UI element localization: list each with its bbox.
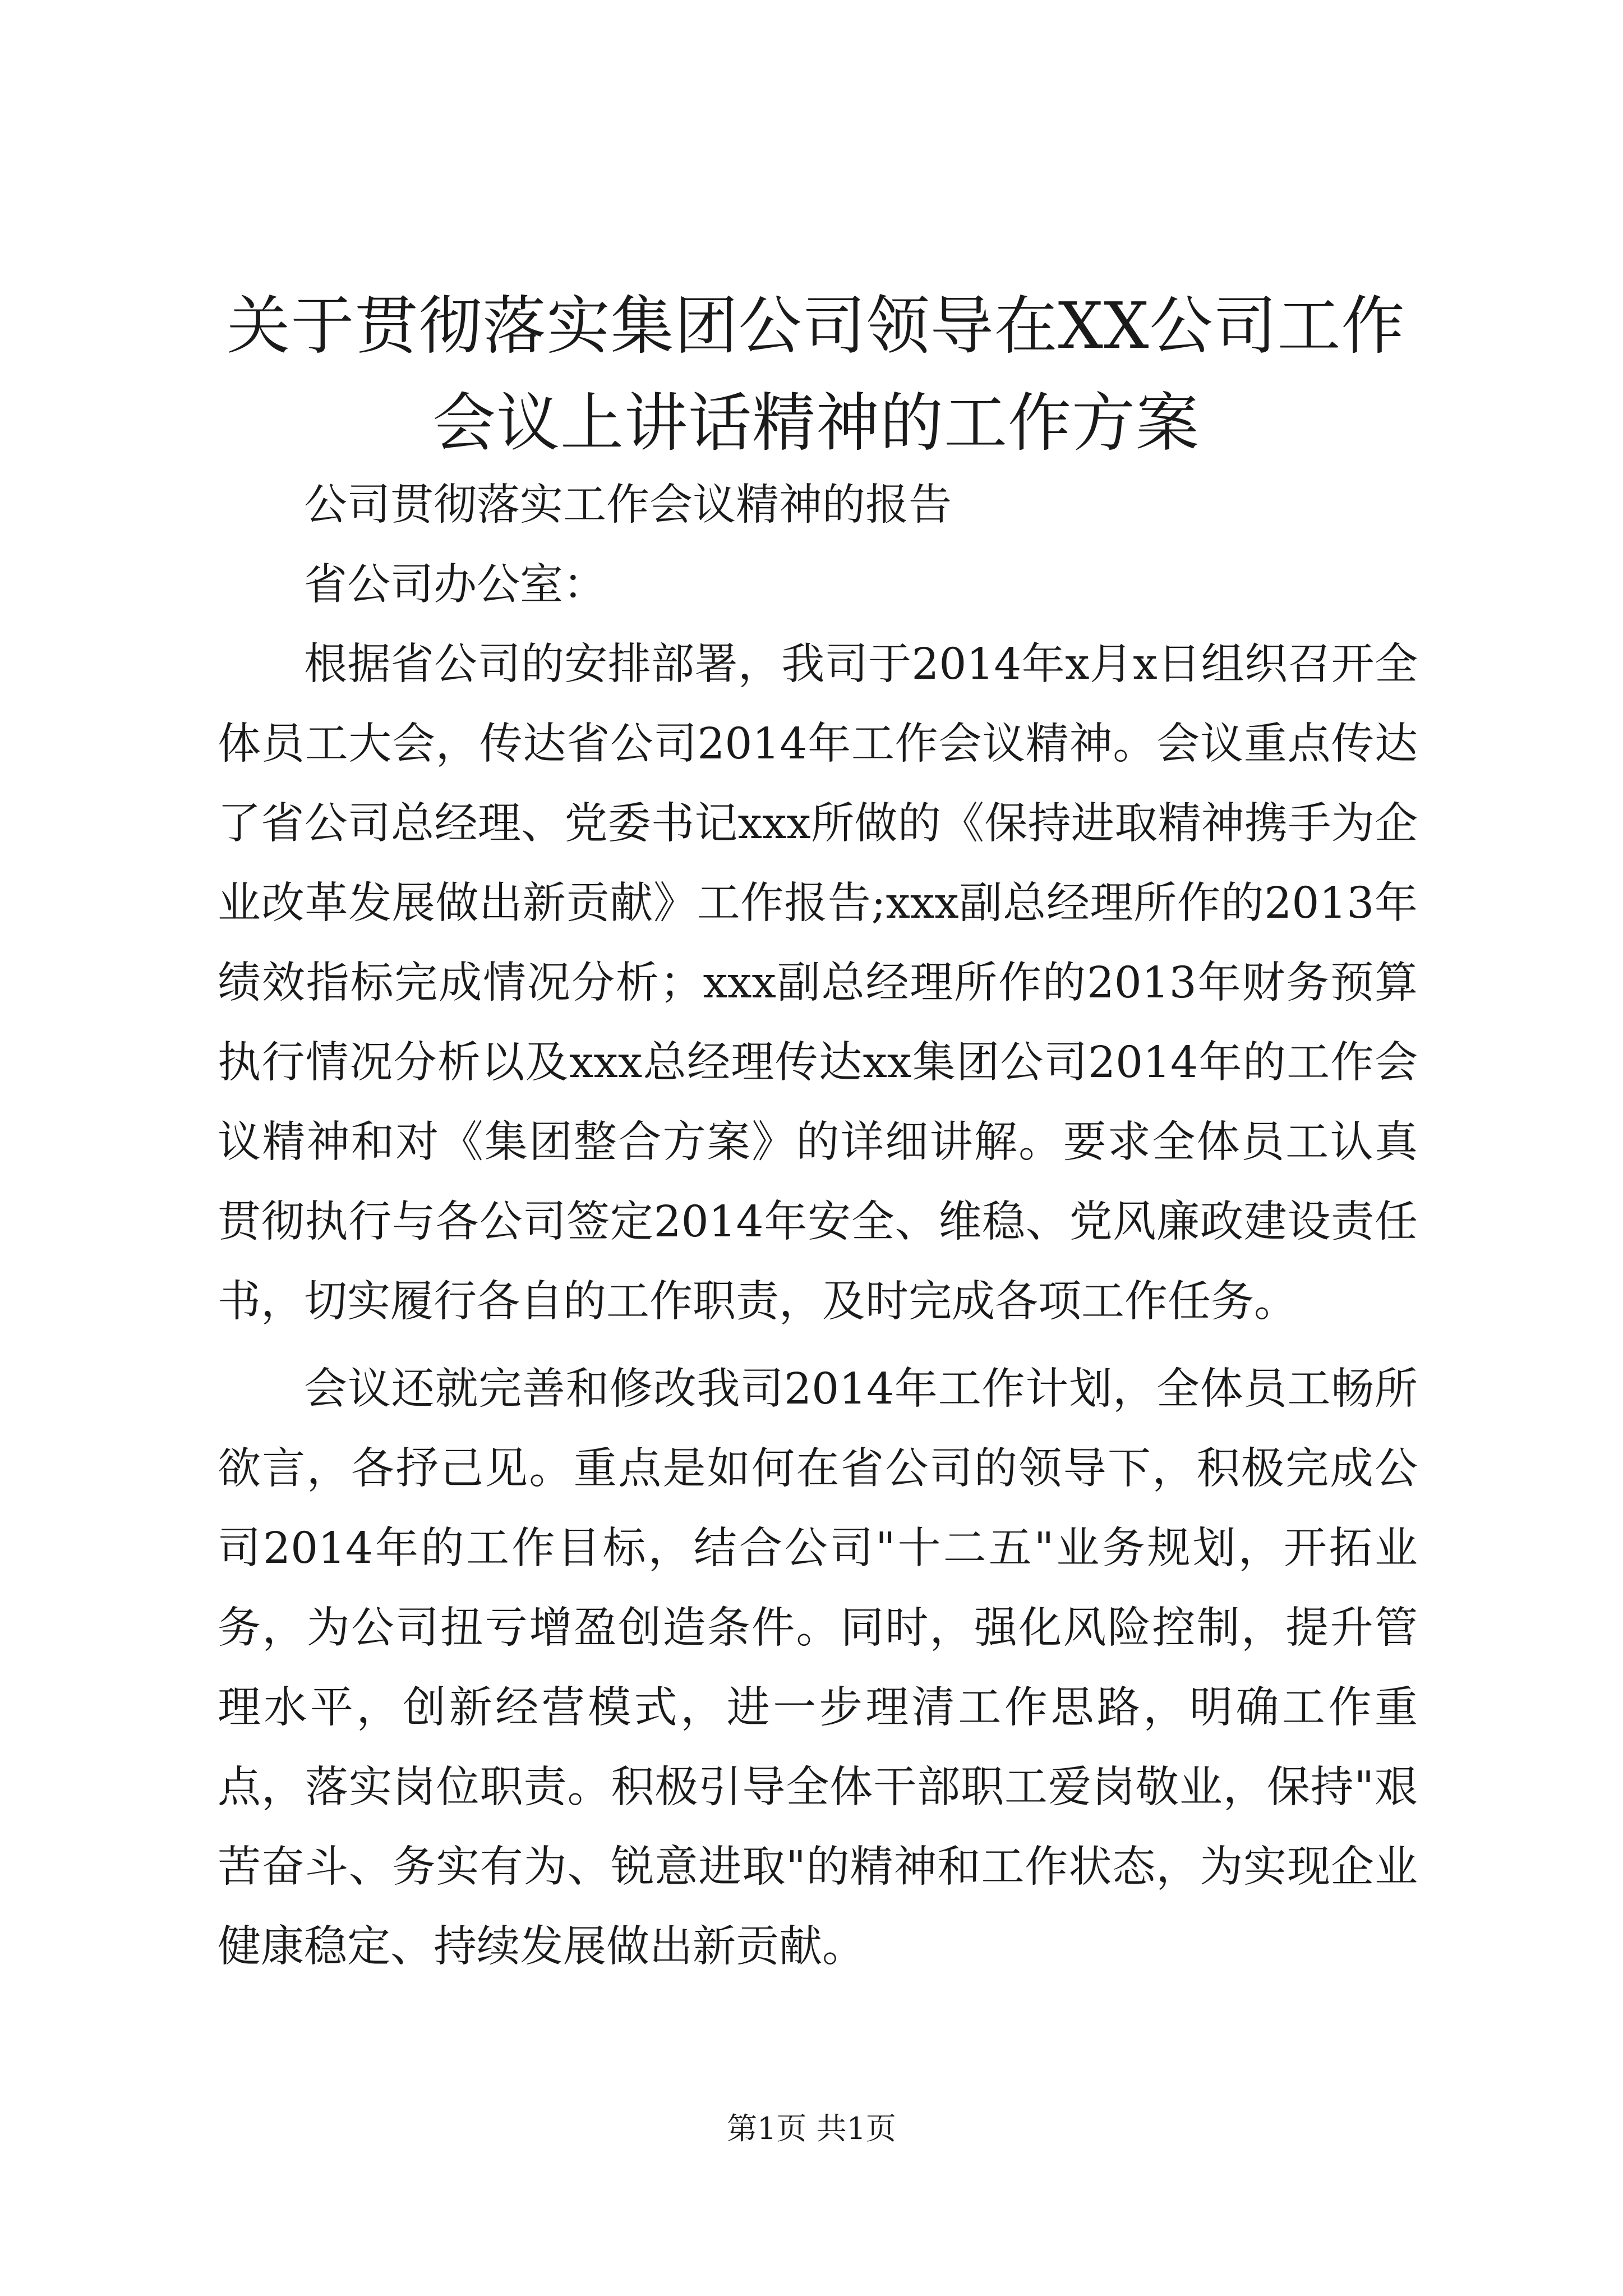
report-subtitle: 公司贯彻落实工作会议精神的报告 <box>304 480 952 530</box>
document-title: 关于贯彻落实集团公司领导在XX公司工作会议上讲话精神的工作方案 <box>227 289 1405 460</box>
body-paragraph: 会议还就完善和修改我司2014年工作计划，全体员工畅所欲言，各抒己见。重点是如何在省公司的领导下，积极完成公司2014年的工作目标，结合公司"十二五"业务规划，开拓业务，为公司扭亏增盈创造条件。同时，强化风险控制，提升管理水平，创新经营模式，进一步理清工作思路，明确工作重点，落实岗位职责。积极引导全体干部职工爱岗敬业，保持"艰苦奋斗、务实有为、锐意进取"的精神和工作状态，为实现企业健康稳定、持续发展做出新贡献。 <box>218 1364 1418 1972</box>
body-paragraph: 根据省公司的安排部署，我司于2014年x月x日组织召开全体员工大会，传达省公司2014年工作会议精神。会议重点传达了省公司总经理、党委书记xxx所做的《保持进取精神携手为企业改革发展做出新贡献》工作报告;xxx副总经理所作的2013年绩效指标完成情况分析；xxx副总经理所作的2013年财务预算执行情况分析以及xxx总经理传达xx集团公司2014年的工作会议精神和对《集团整合方案》的详细讲解。要求全体员工认真贯彻执行与各公司签定2014年安全、维稳、党风廉政建设责任书，切实履行各自的工作职责，及时完成各项工作任务。 <box>218 639 1418 1327</box>
document-body <box>218 466 1418 1987</box>
addressee: 省公司办公室： <box>304 560 606 610</box>
page-number-footer: 第1页 共1页 <box>727 2111 896 2146</box>
